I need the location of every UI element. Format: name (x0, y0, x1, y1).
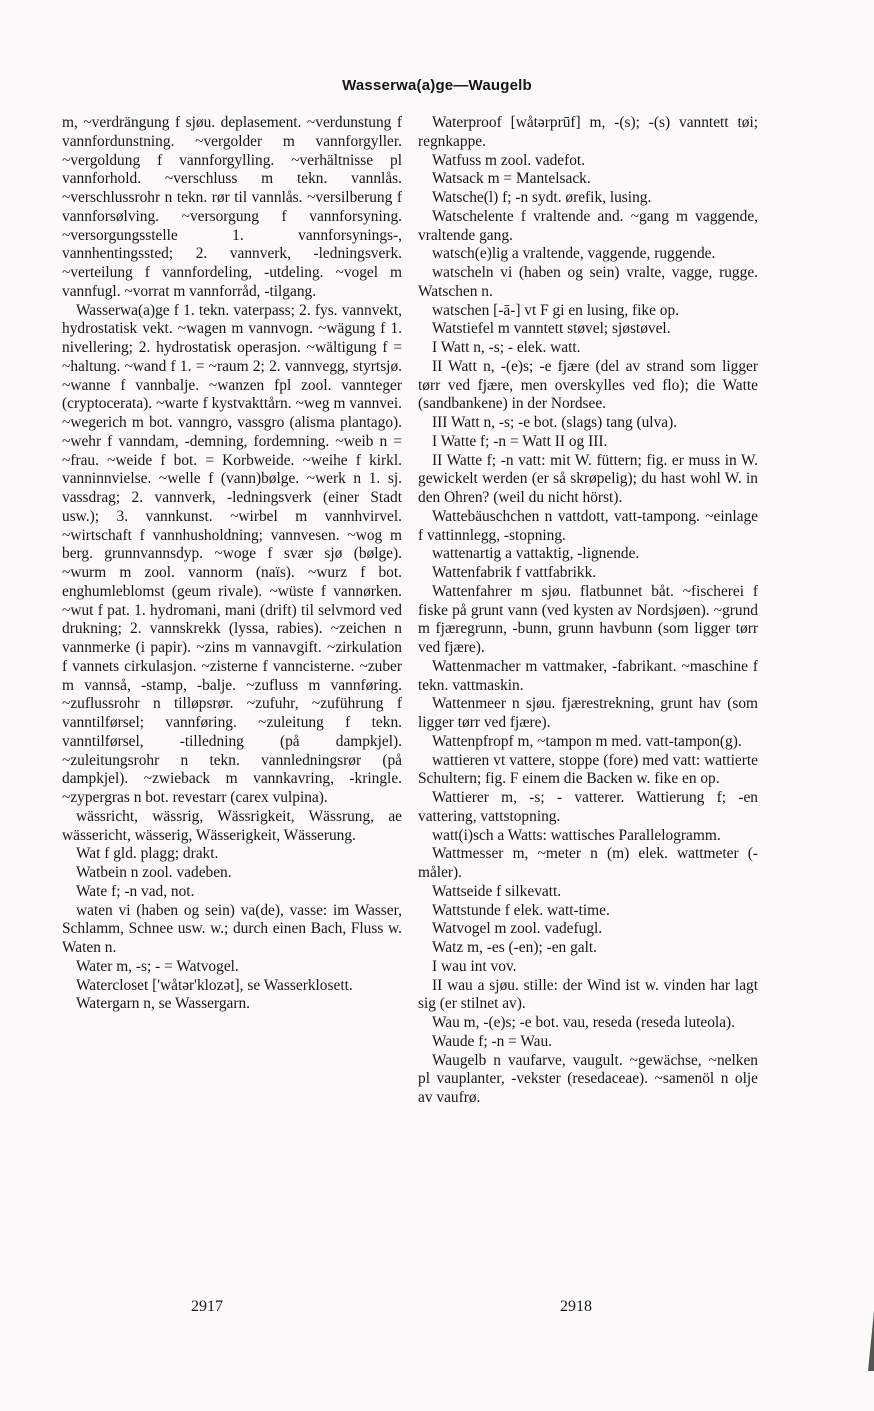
dictionary-entry: I Watt n, -s; - elek. watt. (432, 339, 581, 356)
dictionary-entry: Watstiefel m vanntett støvel; sjøstøvel. (432, 320, 671, 338)
dictionary-entry: Watercloset ['wåtər'klozət], se Wasserklosett. (76, 976, 353, 994)
dictionary-entry: Wattenmacher m vattmaker, -fabrikant. ~maschine f tekn. vattmaskin. (418, 657, 758, 694)
dictionary-entry: Watvogel m zool. vadefugl. (432, 920, 603, 938)
page-number-left: 2917 (191, 1298, 223, 1315)
dictionary-entry: wässricht, wässrig, Wässrigkeit, Wässrung, ae wässericht, wässerig, Wässerigkeit, Wässerung. (62, 807, 402, 844)
dictionary-entry: Water m, -s; - = Watvogel. (76, 957, 239, 975)
dictionary-entry: I wau int vov. (432, 957, 517, 975)
dictionary-entry: III Watt n, -s; -e bot. (slags) tang (ulva). (432, 414, 678, 431)
dictionary-entry: Watbein n zool. vadeben. (76, 864, 232, 881)
dictionary-entry: Wattseide f silkevatt. (432, 882, 562, 900)
dictionary-entry: Wattenmeer n sjøu. fjærestrekning, grunt hav (som ligger tørr ved fjære). (418, 695, 758, 731)
dictionary-entry: Watsack m = Mantelsack. (432, 170, 591, 188)
page-header: Wasserwa(a)ge—Waugelb (342, 77, 532, 94)
dictionary-entry: Wattebäuschchen n vattdott, vatt-tampong. ~einlage f vattinnlegg, -stopning. (418, 507, 758, 544)
dictionary-entry: m, ~verdrängung f sjøu. deplasement. ~verdunstung f vannfordunstning. ~vergolder m vannforgyller. ~vergoldung f vannforgylling. ~verhältnisse pl vannforhold. ~verschluss m tekn. vannlås. ~verschlussrohr n tekn. rør til vannlås. ~versilberung f vannforsølving. ~versorgung f vannforsyning. ~versorgungsstelle 1. vannforsynings-, vannhentingssted; 2. vannverk, -ledningsverk. ~verteilung f vannfordeling, -utdeling. ~vogel m vannfugl. ~vorrat m vannforråd, -tilgang. (62, 114, 402, 300)
right-column (418, 114, 758, 1108)
dictionary-entry: Wau m, -(e)s; -e bot. vau, reseda (reseda luteola). (432, 1014, 736, 1031)
dictionary-entry: Wattmesser m, ~meter n (m) elek. wattmeter (-måler). (418, 845, 758, 881)
dictionary-entry: Watsche(l) f; -n sydt. ørefik, lusing. (432, 189, 652, 206)
dictionary-entry: II Watte f; -n vatt: mit W. füttern; fig. er muss in W. gewickelt werden (er så skrøpelig); du hast wohl W. in den Ohren? (weil du nicht hörst). (418, 451, 758, 506)
dictionary-entry: II Watt n, -(e)s; -e fjære (del av strand som ligger tørr ved fjære, men overskylles ved flo); die Watte (sandbankene) in der Nordsee. (418, 357, 758, 413)
dictionary-entry: wattieren vt vattere, stoppe (fore) med vatt: wattierte Schultern; fig. F einem die Backen w. fike en op. (418, 751, 758, 788)
left-column (62, 114, 402, 1014)
dictionary-entry: Wasserwa(a)ge f 1. tekn. vaterpass; 2. fys. vannvekt, hydrostatisk vekt. ~wagen m vannvogn. ~wägung f 1. nivellering; 2. hydrostatisk operasjon. ~wältigung f = ~haltung. ~wand f 1. = ~raum 2; 2. vannvegg, styrtsjø. ~wanne f vannbalje. ~wanzen fpl zool. vannteger (cryptocerata). ~warte f kystvakttårn. ~weg m vannvei. ~wegerich m bot. vanngro, vassgro (alisma plantago). ~wehr f vanndam, -demning, fordemning. ~weib n = ~frau. ~weide f bot. = Korbweide. ~weihe f kirkl. vanninnvielse. ~welle f (vann)bølge. ~werk n 1. sj. vassdrag; 2. vannverk, -ledningsverk (einer Stadt usw.); 3. vannkunst. ~wirbel m vannhvirvel. ~wirtschaft f vannhusholdning; vannvesen. ~wog m berg. grunnvannsdyp. ~woge f svær sjø (bølge). ~wurm m zool. vannorm (naïs). ~wurz f bot. enghumleblomst (geum rivale). ~wüste f vannørken. ~wut f pat. 1. hydromani, mani (drift) til selvmord ved drukning; 2. vannskrekk (lyssa, rabies). ~zeichen n vannmerke (i papir). ~zins m vannavgift. ~zirkulation f vannets cirkulasjon. ~zisterne f vanncisterne. ~zuber m vannså, -stamp, -balje. ~zufluss m vannføring. ~zuflussrohr n tilløpsrør. ~zufuhr, ~zuführung f vanntilførsel; vannføring. ~zuleitung f tekn. vanntilførsel, -tilledning (på dampkjel). ~zuleitungsrohr n tekn. vannledningsrør (på dampkjel). ~zwieback m vannkavring, -kringle. ~zypergras n bot. revestarr (carex vulpina). (62, 301, 402, 806)
dictionary-entry: Watfuss m zool. vadefot. (432, 151, 586, 169)
dictionary-entry: Wattenfabrik f vattfabrikk. (432, 564, 597, 581)
dictionary-entry: waten vi (haben og sein) va(de), vasse: im Wasser, Schlamm, Schnee usw. w.; durch einen Bach, Fluss w. Waten n. (62, 901, 402, 956)
dictionary-entry: Waugelb n vaufarve, vaugult. ~gewächse, ~nelken pl vauplanter, -vekster (resedaceae). ~samenöl n olje av vaufrø. (418, 1051, 758, 1106)
dictionary-entry: II wau a sjøu. stille: der Wind ist w. vinden har lagt sig (er stilnet av). (418, 976, 758, 1013)
dictionary-entry: watt(i)sch a Watts: wattisches Parallelogramm. (432, 826, 721, 844)
page-edge-mark (864, 1311, 874, 1371)
dictionary-entry: Watschelente f vraltende and. ~gang m vaggende, vraltende gang. (418, 207, 758, 244)
dictionary-entry: Watz m, -es (-en); -en galt. (432, 939, 597, 956)
dictionary-entry: I Watte f; -n = Watt II og III. (432, 432, 608, 450)
dictionary-entry: Wattierer m, -s; - vatterer. Wattierung f; -en vattering, vattstopning. (418, 789, 758, 825)
dictionary-entry: Wattenfahrer m sjøu. flatbunnet båt. ~fischerei f fiske på grunt vann (ved kysten av Nordsjøen). ~grund m fjæregrunn, -bunn, grunn havbunn (som ligger tørr ved fjære). (418, 582, 758, 656)
dictionary-entry: watscheln vi (haben og sein) vralte, vagge, rugge. Watschen n. (418, 264, 758, 300)
dictionary-entry: watsch(e)lig a vraltende, vaggende, ruggende. (432, 245, 716, 263)
dictionary-entry: Waterproof [wåtərprūf] m, -(s); -(s) vanntett tøi; regnkappe. (418, 114, 758, 150)
dictionary-entry: Wat f gld. plagg; drakt. (76, 845, 219, 863)
dictionary-entry: Wattenpfropf m, ~tampon m med. vatt-tampon(g). (432, 732, 742, 750)
dictionary-entry: Watergarn n, se Wassergarn. (76, 995, 251, 1013)
dictionary-entry: Wattstunde f elek. watt-time. (432, 901, 610, 919)
page-number-right: 2918 (560, 1298, 592, 1315)
dictionary-entry: Waude f; -n = Wau. (432, 1032, 553, 1050)
dictionary-entry: Wate f; -n vad, not. (76, 882, 195, 900)
dictionary-entry: wattenartig a vattaktig, -lignende. (432, 545, 640, 563)
dictionary-entry: watschen [-ā-] vt F gi en lusing, fike op. (432, 301, 680, 319)
